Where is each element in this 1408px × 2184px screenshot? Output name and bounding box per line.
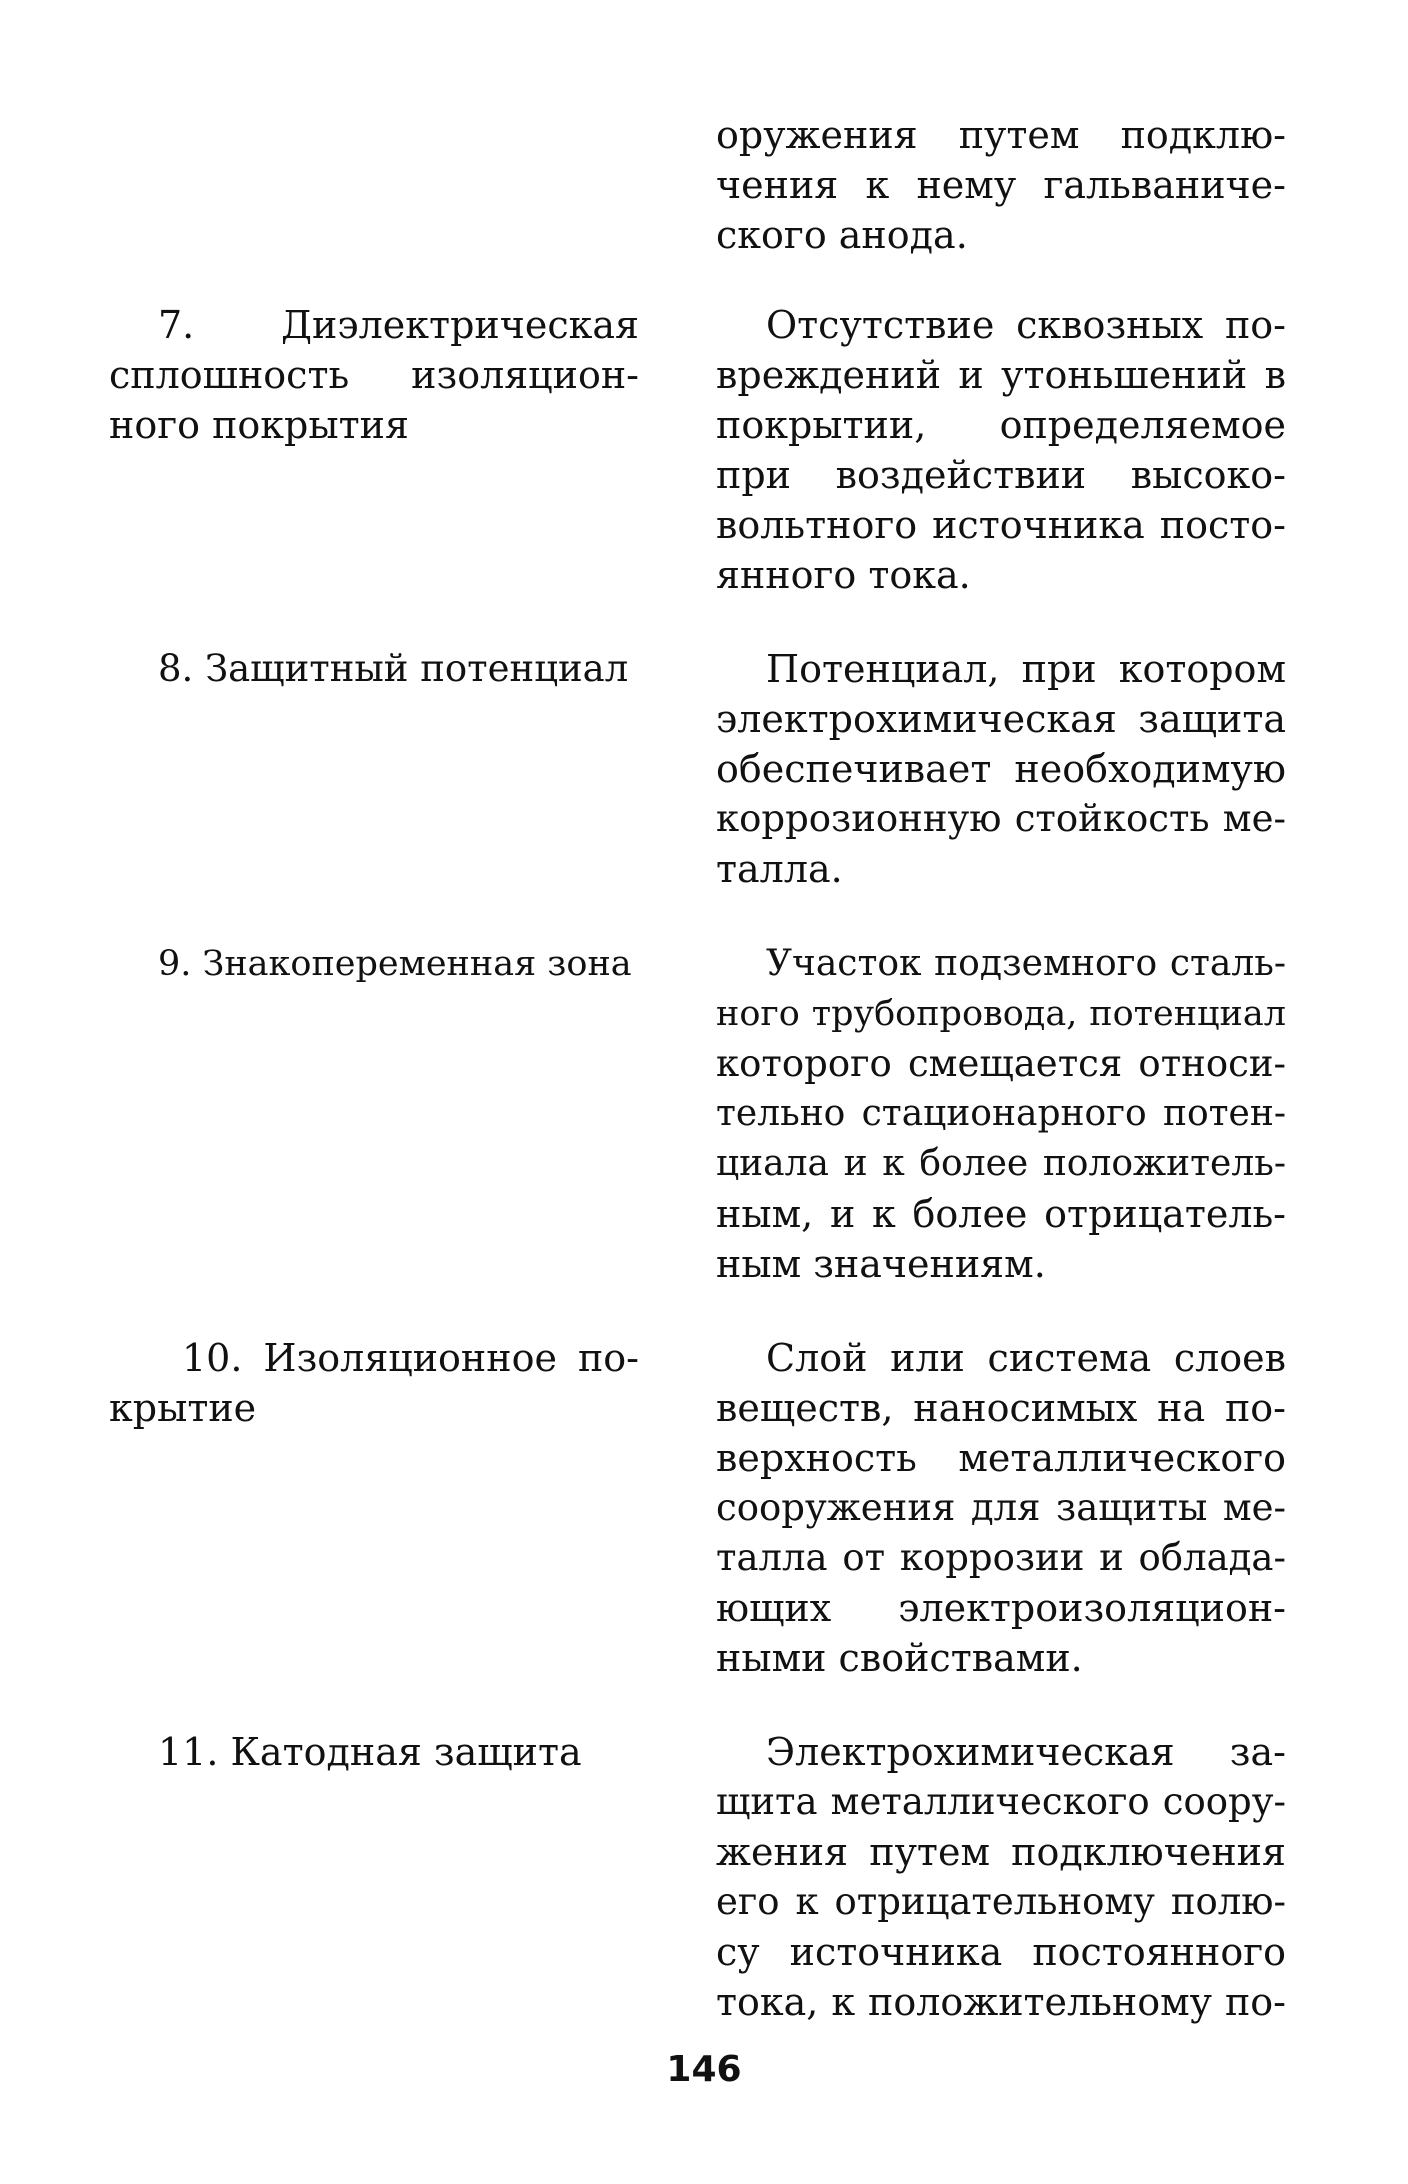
term-line: 11. Катодная защита — [158, 1730, 582, 1774]
definition-line: ющих электроизоляцион- — [716, 1586, 1286, 1630]
term-line: сплошность изоляцион- — [109, 353, 639, 397]
continuation-line: чения к нему гальваниче- — [716, 163, 1286, 207]
definition-line: щита металлического соору- — [716, 1780, 1286, 1823]
definition-line: ными свойствами. — [716, 1636, 1083, 1680]
definition-line: вольтного источника посто- — [716, 503, 1286, 547]
definition-line: Потенциал, при котором — [766, 647, 1286, 691]
definition-line: ным значениям. — [716, 1242, 1046, 1286]
definition-line: покрытии, определяемое — [716, 403, 1286, 447]
definition-line: тельно стационарного потен- — [716, 1093, 1286, 1134]
definition-line: циала и к более положитель- — [716, 1143, 1286, 1184]
definition-line: Слой или система слоев — [766, 1336, 1286, 1380]
definition-line: сооружения для защиты ме- — [716, 1486, 1286, 1529]
definition-line: талла от коррозии и облада- — [716, 1536, 1286, 1579]
definition-line: его к отрицательному полю- — [716, 1880, 1286, 1923]
definition-line: ного трубопровода, потенциал — [716, 994, 1286, 1034]
definition-line: жения путем подключения — [716, 1830, 1286, 1874]
page-number: 146 — [666, 2049, 742, 2090]
definition-line: вреждений и утоньшений в — [716, 353, 1286, 397]
definition-line: веществ, наносимых на по- — [716, 1386, 1286, 1430]
definition-line: ным, и к более отрицатель- — [716, 1192, 1286, 1236]
definition-line: обеспечивает необходимую — [716, 747, 1286, 791]
term-line: 9. Знакопеременная зона — [158, 944, 632, 984]
definition-line: верхность металлического — [716, 1436, 1286, 1480]
definition-line: Отсутствие сквозных по- — [766, 303, 1286, 347]
definition-line: которого смещается относи- — [716, 1042, 1286, 1085]
term-line: 10. Изоляционное по- — [182, 1336, 639, 1380]
definition-line: су источника постоянного — [716, 1930, 1286, 1974]
term-line: ного покрытия — [109, 403, 409, 447]
definition-line: Электрохимическая за- — [766, 1730, 1286, 1774]
term-line: 8. Защитный потенциал — [158, 647, 629, 690]
definition-line: талла. — [716, 847, 843, 891]
term-line: крытие — [109, 1386, 257, 1430]
term-line: 7. Диэлектрическая — [158, 303, 639, 347]
definition-line: коррозионную стойкость ме- — [716, 797, 1286, 840]
definition-line: электрохимическая защита — [716, 697, 1286, 741]
definition-line: тока, к положительному по- — [716, 1980, 1286, 2024]
definition-line: при воздействии высоко- — [716, 453, 1286, 497]
definition-line: янного тока. — [716, 553, 971, 597]
definition-line: Участок подземного сталь- — [766, 943, 1286, 984]
continuation-line: ского анода. — [716, 213, 968, 257]
continuation-line: оружения путем подклю- — [716, 113, 1286, 157]
